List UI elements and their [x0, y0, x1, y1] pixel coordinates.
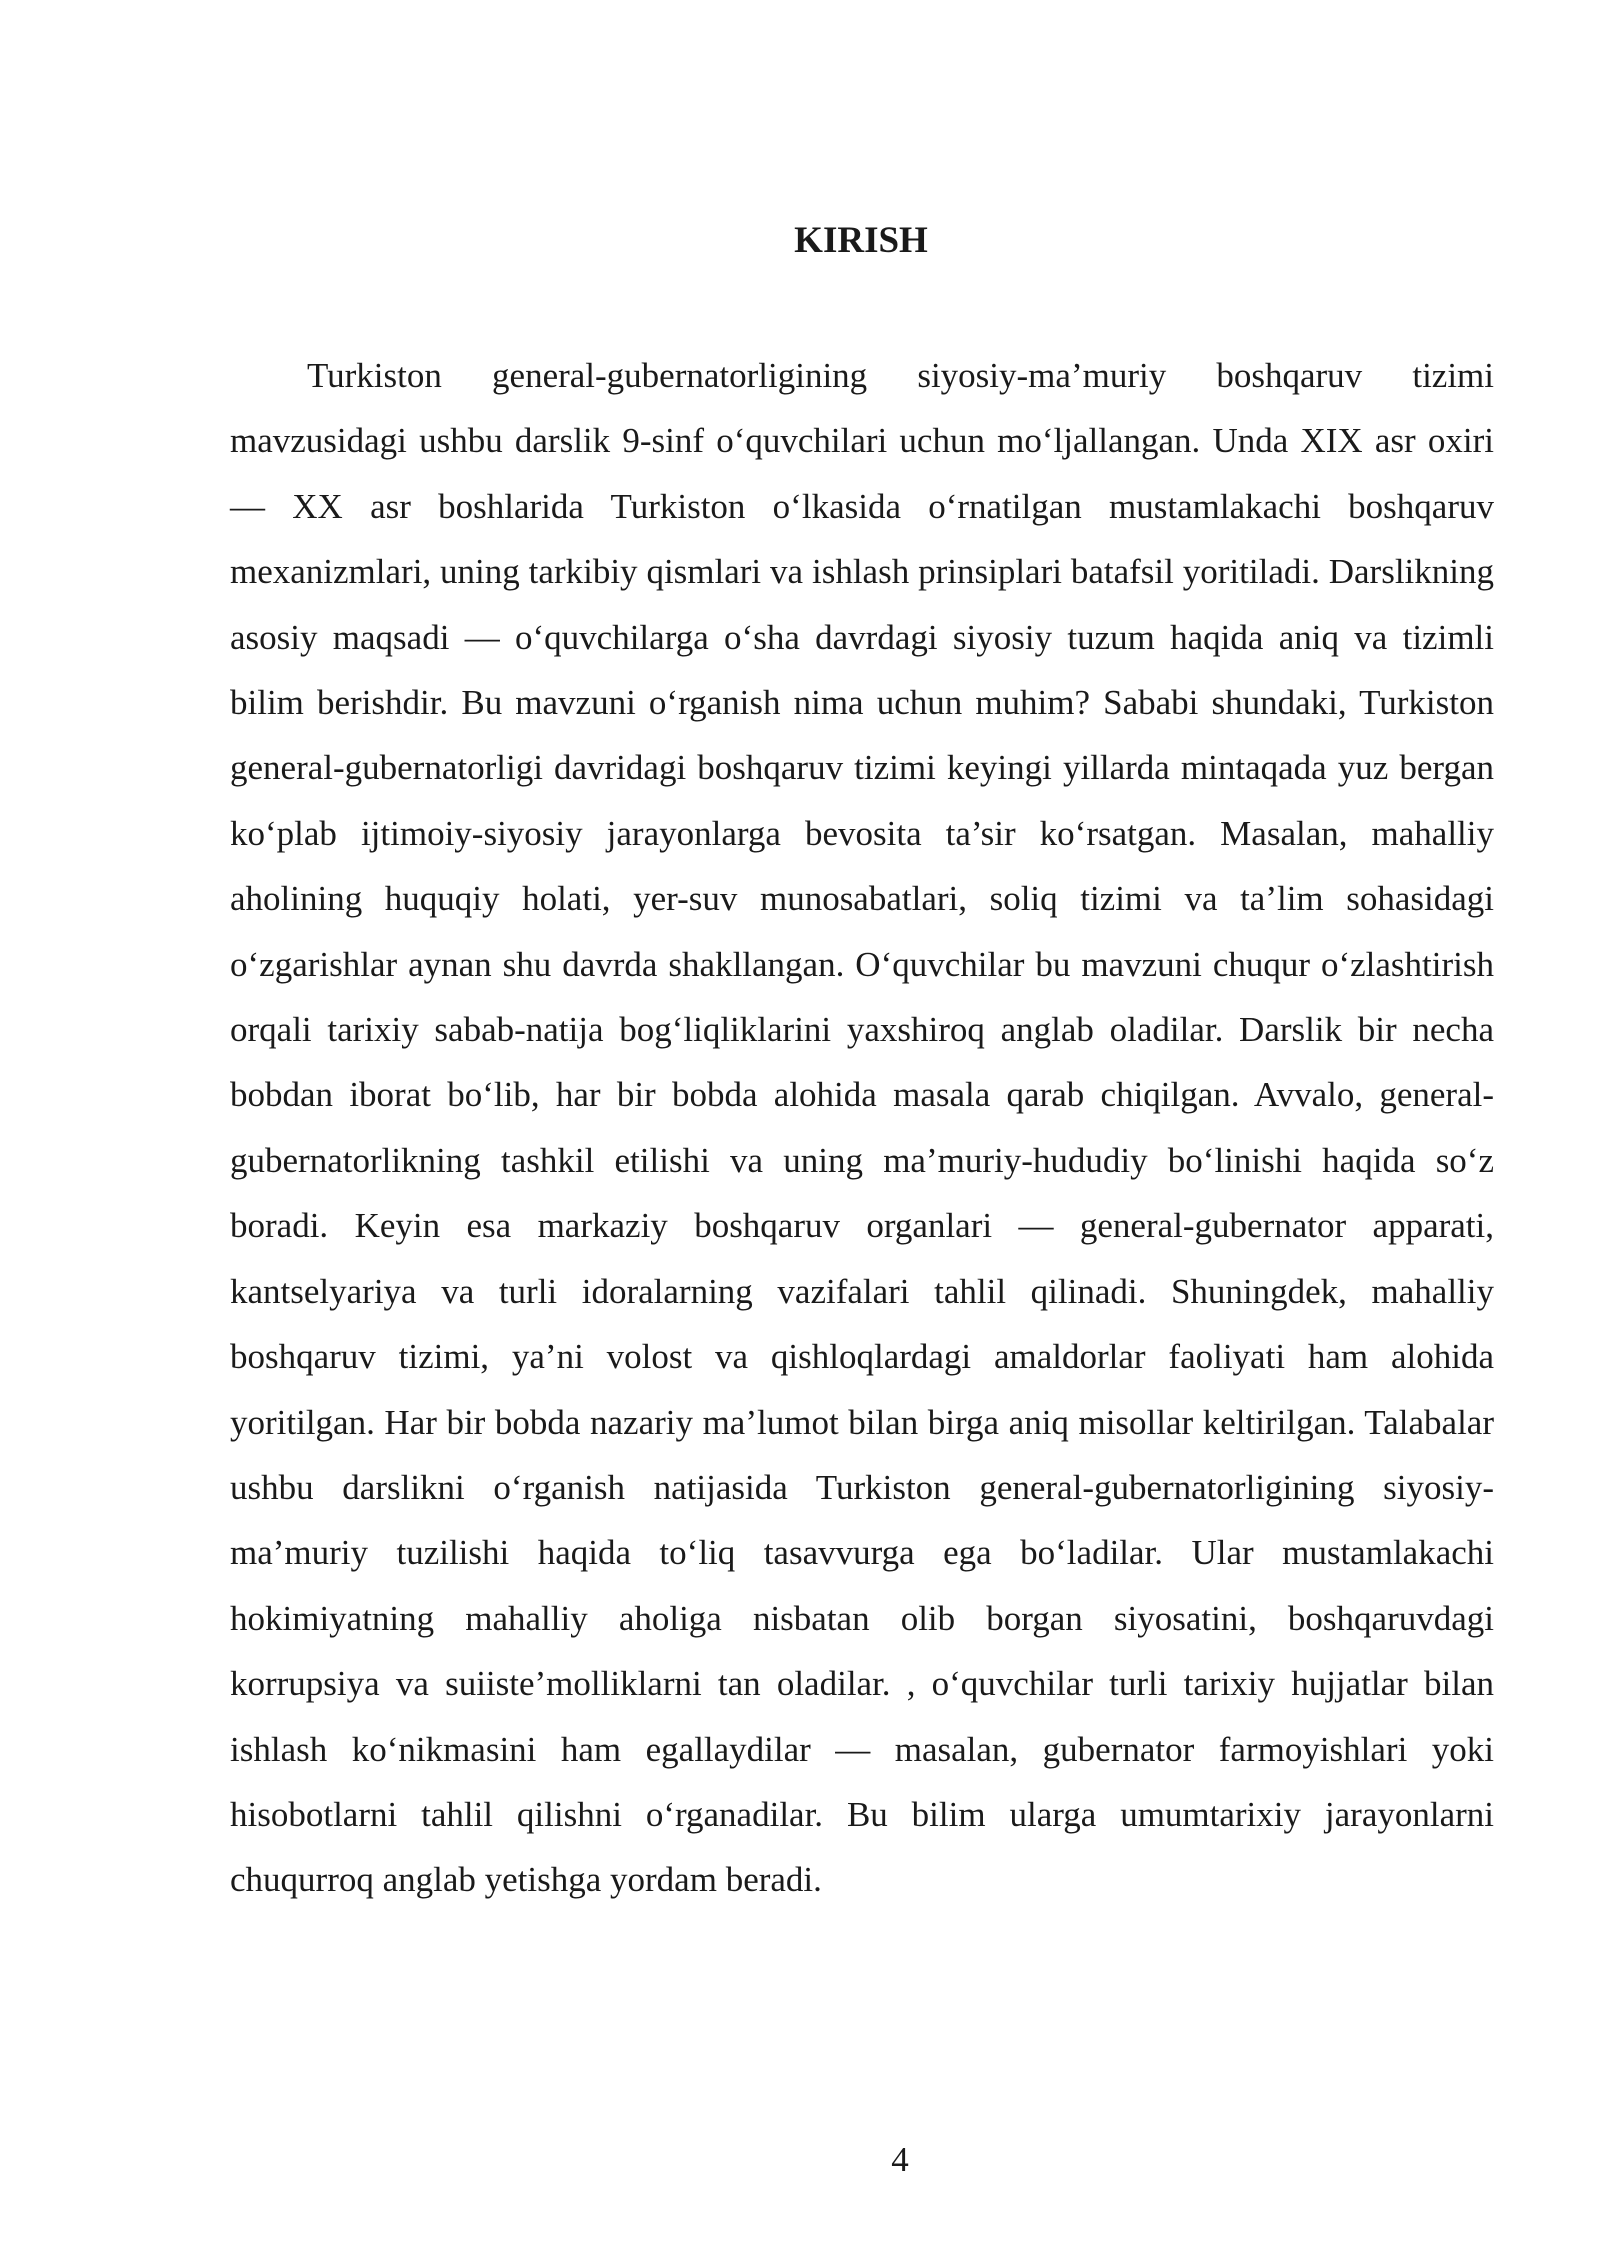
- page-title: KIRISH: [794, 220, 928, 261]
- body-paragraph: Turkiston general-gubernatorligining siyosiy-ma’muriy boshqaruv tizimi mavzusidagi ushbu darslik 9-sinf o‘quvchilari uchun mo‘ljallangan. Unda XIX asr oxiri — XX asr boshlarida Turkiston o‘lkasida o‘rnatilgan mustamlakachi boshqaruv mexanizmlari, uning tarkibiy qismlari va ishlash prinsiplari batafsil yoritiladi. Darslikning asosiy maqsadi — o‘quvchilarga o‘sha davrdagi siyosiy tuzum haqida aniq va tizimli bilim berishdir. Bu mavzuni o‘rganish nima uchun muhim? Sababi shundaki, Turkiston general-gubernatorligi davridagi boshqaruv tizimi keyingi yillarda mintaqada yuz bergan ko‘plab ijtimoiy-siyosiy jarayonlarga bevosita ta’sir ko‘rsatgan. Masalan, mahalliy aholining huquqiy holati, yer-suv munosabatlari, soliq tizimi va ta’lim sohasidagi o‘zgarishlar aynan shu davrda shakllangan. O‘quvchilar bu mavzuni chuqur o‘zlashtirish orqali tarixiy sabab-natija bog‘liqliklarini yaxshiroq anglab oladilar. Darslik bir necha bobdan iborat bo‘lib, har bir bobda alohida masala qarab chiqilgan. Avvalo, general-gubernatorlikning tashkil etilishi va uning ma’muriy-hududiy bo‘linishi haqida so‘z boradi. Keyin esa markaziy boshqaruv organlari — general-gubernator apparati, kantselyariya va turli idoralarning vazifalari tahlil qilinadi. Shuningdek, mahalliy boshqaruv tizimi, ya’ni volost va qishloqlardagi amaldorlar faoliyati ham alohida yoritilgan. Har bir bobda nazariy ma’lumot bilan birga aniq misollar keltirilgan. Talabalar ushbu darslikni o‘rganish natijasida Turkiston general-gubernatorligining siyosiy-ma’muriy tuzilishi haqida to‘liq tasavvurga ega bo‘ladilar. Ular mustamlakachi hokimiyatning mahalliy aholiga nisbatan olib borgan siyosatini, boshqaruvdagi korrupsiya va suiiste’molliklarni tan oladilar. , o‘quvchilar turli tarixiy hujjatlar bilan ishlash ko‘nikmasini ham egallaydilar — masalan, gubernator farmoyishlari yoki hisobotlarni tahlil qilishni o‘rganadilar. Bu bilim ularga umumtarixiy jarayonlarni chuqurroq anglab yetishga yordam beradi.: [230, 356, 1494, 1900]
- page-number: 4: [891, 2140, 909, 2179]
